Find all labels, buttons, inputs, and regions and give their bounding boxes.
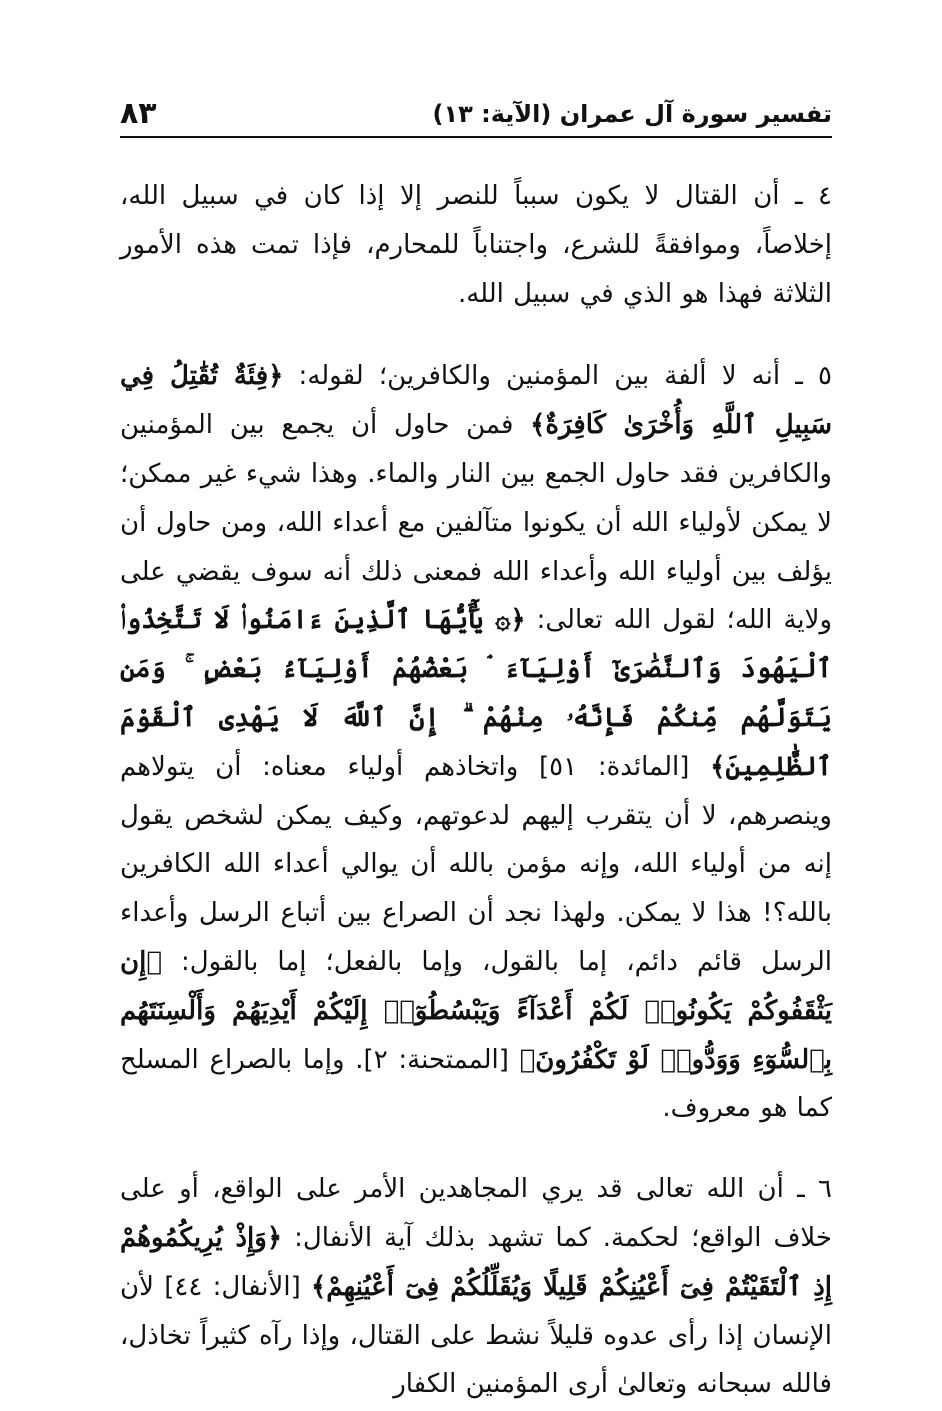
paragraph-text: [المائدة: ٥١] واتخاذهم أولياء معناه: أن يتولاهم وينصرهم، لا أن يتقرب إليهم لدعوتهم، وكيف يمكن لشخص يقول إنه من أولياء الله، وإنه مؤمن بالله أن يوالي أعداء الله الكافرين بالله؟! هذا لا يمكن. ولهذا نجد أن الصراع بين أتباع الرسل وأعداء الرسل قائم دائم، إما بالقول، وإما بالفعل؛ إما بالقول: bbox=[120, 751, 832, 977]
paragraph-point-6 bbox=[120, 1165, 832, 1409]
paragraph-text: ٤ ـ أن القتال لا يكون سبباً للنصر إلا إذا كان في سبيل الله، إخلاصاً، وموافقةً للشرع، واجتناباً للمحارم، فإذا تمت هذه الأمور الثلاثة فهذا هو الذي في سبيل الله. bbox=[120, 181, 832, 309]
page-body bbox=[120, 172, 832, 1409]
quran-verse: ﴿إِن يَثْقَفُوكُمْ يَكُونُوا۟ لَكُمْ أَعْدَآءً وَيَبْسُطُوٓا۟ إِلَيْكُمْ أَيْدِيَهُمْ وَأَلْسِنَتَهُم بِٱلسُّوٓءِ وَوَدُّوا۟ لَوْ تَكْفُرُونَ﴾ bbox=[120, 946, 832, 1075]
page-header bbox=[120, 92, 832, 138]
paragraph-point-5 bbox=[120, 352, 832, 1133]
paragraph-text: ٥ ـ أنه لا ألفة بين المؤمنين والكافرين؛ لقوله: bbox=[283, 361, 832, 392]
paragraph-spacer bbox=[120, 1133, 832, 1165]
paragraph-text: ٦ ـ أن الله تعالى قد يري المجاهدين الأمر على الواقع، أو على خلاف الواقع؛ لحكمة. كما تشهد بذلك آية الأنفال: bbox=[120, 1174, 832, 1253]
quran-verse: ﴿۞ يَٰٓأَيُّهَا ٱلَّذِينَ ءَامَنُوا۟ لَا تَتَّخِذُوا۟ ٱلْيَهُودَ وَٱلنَّصَٰرَىٰٓ أَوْلِيَآءَ ۘ بَعْضُهُمْ أَوْلِيَآءُ بَعْضٍ ۚ وَمَن يَتَوَلَّهُم مِّنكُمْ فَإِنَّهُۥ مِنْهُمْ ۗ إِنَّ ٱللَّهَ لَا يَهْدِى ٱلْقَوْمَ ٱلظَّٰلِمِينَ﴾ bbox=[120, 605, 832, 782]
quran-verse: ﴿وَإِذْ يُرِيكُمُوهُمْ إِذِ ٱلْتَقَيْتُمْ فِىٓ أَعْيُنِكُمْ قَلِيلًا وَيُقَلِّلُكُمْ فِىٓ أَعْيُنِهِمْ﴾ bbox=[120, 1222, 832, 1302]
running-title: تفسير سورة آل عمران (الآية: ١٣) bbox=[432, 100, 832, 128]
page-number: ٨٣ bbox=[120, 96, 157, 131]
paragraph-text: فمن حاول أن يجمع بين المؤمنين والكافرين فقد حاول الجمع بين النار والماء. وهذا شيء غير ممكن؛ لا يمكن لأولياء الله أن يكونوا متآلفين مع أعداء الله، ومن حاول أن يؤلف بين أولياء الله وأعداء الله فمعنى ذلك أنه سوف يقضي على ولاية الله؛ لقول الله تعالى: bbox=[120, 410, 832, 636]
quran-verse: ﴿فِئَةٌ تُقَٰتِلُ فِي سَبِيلِ ٱللَّهِ وَأُخْرَىٰ كَافِرَةٌ﴾ bbox=[120, 361, 832, 441]
paragraph-point-4 bbox=[120, 172, 832, 318]
paragraph-text: [الأنفال: ٤٤] لأن الإنسان إذا رأى عدوه قليلاً نشط على القتال، وإذا رآه كثيراً تخاذل، فالله سبحانه وتعالىٰ أرى المؤمنين الكفار bbox=[120, 1271, 832, 1400]
paragraph-text: [الممتحنة: ٢]. وإما بالصراع المسلح كما هو معروف. bbox=[120, 1044, 832, 1124]
paragraph-spacer bbox=[120, 318, 832, 352]
